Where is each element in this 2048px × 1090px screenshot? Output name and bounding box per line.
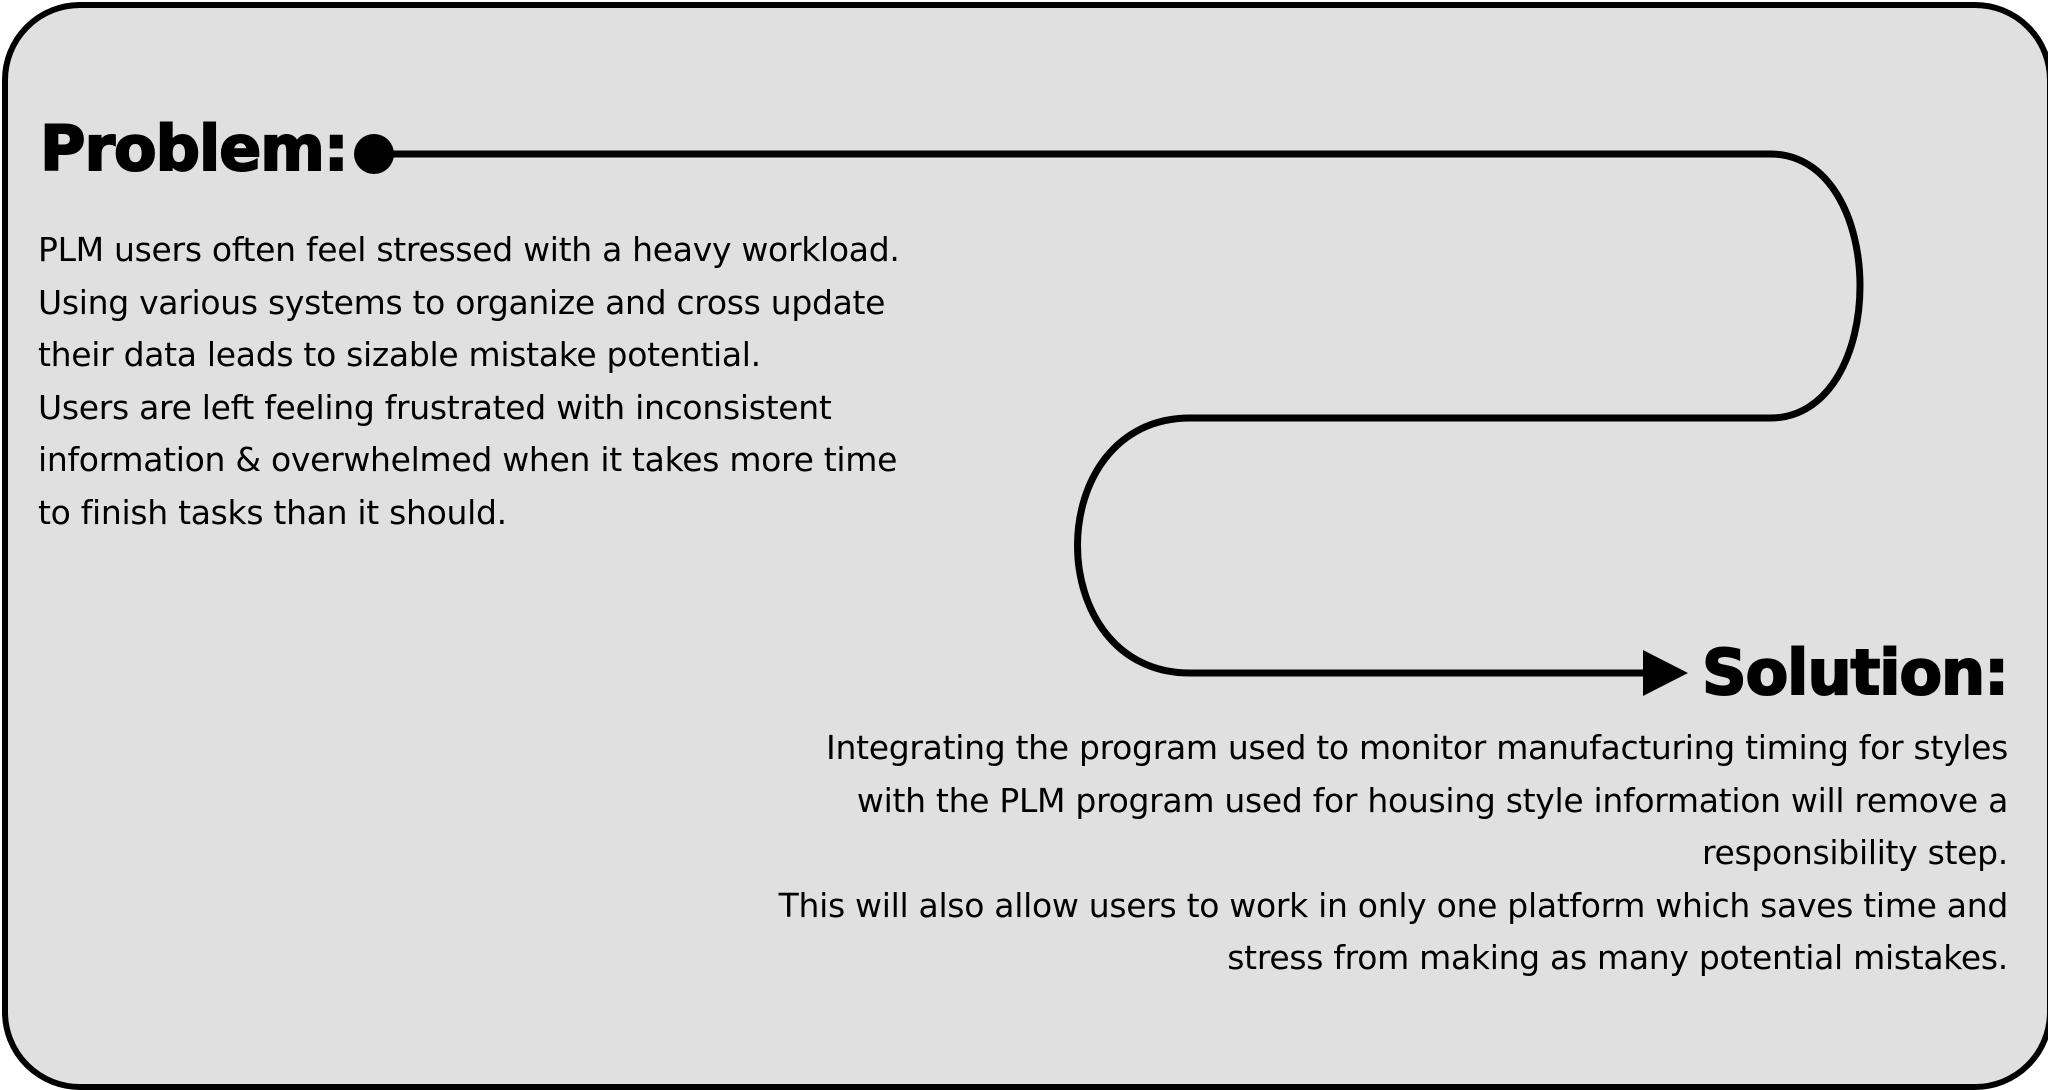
solution-heading: Solution: [1701,636,2008,709]
solution-line: Integrating the program used to monitor manufacturing timing for styles [826,728,2008,767]
connector-arrowhead [1643,650,1688,696]
problem-line: Using various systems to organize and cross update [38,282,886,322]
problem-line: Users are left feeling frustrated with inconsistent [38,387,832,427]
problem-line: their data leads to sizable mistake potential. [38,335,761,374]
solution-line: responsibility step. [1701,833,2008,872]
problem-line: PLM users often feel stressed with a heavy workload. [38,230,900,269]
problem-description [38,224,900,539]
solution-line: This will also allow users to work in only one platform which saves time and [778,885,2008,925]
problem-heading: Problem: [40,112,348,185]
problem-line: information & overwhelmed when it takes more time [38,440,898,479]
solution-line: with the PLM program used for housing style information will remove a [856,780,2008,820]
problem-line: to finish tasks than it should. [38,492,507,532]
solution-description [779,722,2008,985]
solution-line: stress from making as many potential mistakes. [1227,938,2008,977]
